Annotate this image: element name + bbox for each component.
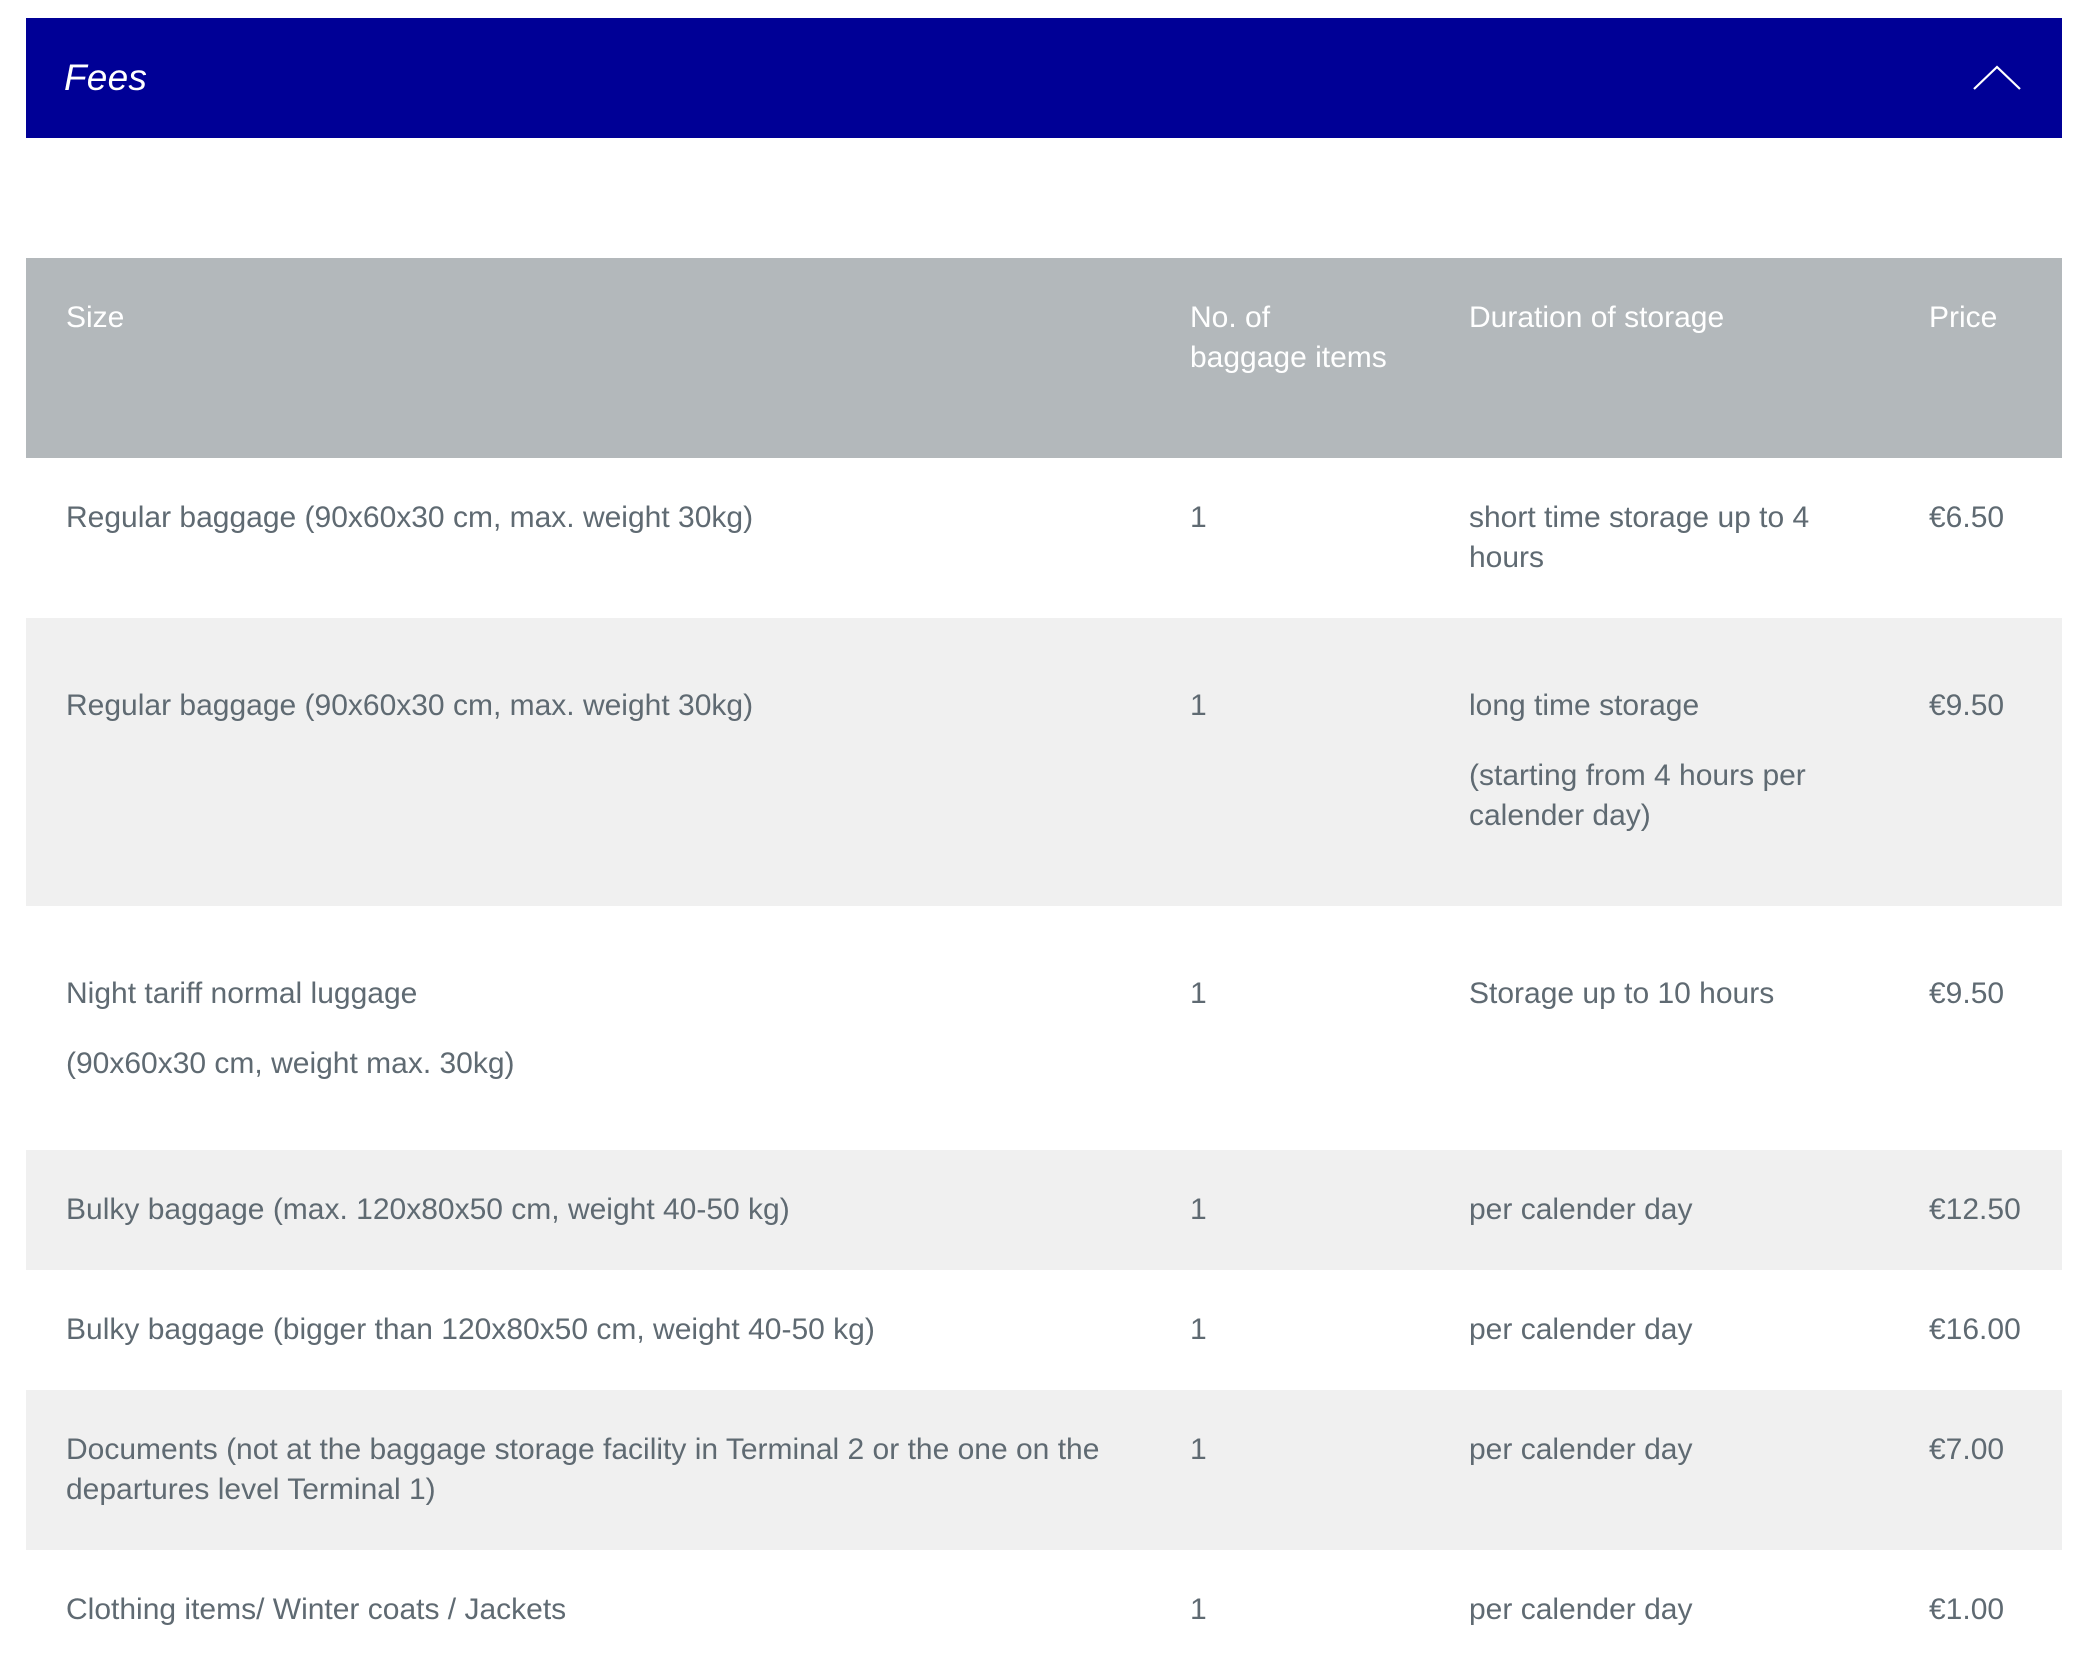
- size-text: Regular baggage (90x60x30 cm, max. weight 30kg): [66, 501, 754, 534]
- cell-price: €9.50: [1929, 977, 2005, 1010]
- cell-size: [26, 458, 1150, 618]
- cell-size: [26, 618, 1150, 906]
- cell-duration: [1429, 1390, 1889, 1550]
- cell-quantity: 1: [1190, 501, 1207, 534]
- table-row: [26, 1150, 2062, 1270]
- column-header-size: Size: [66, 301, 125, 334]
- accordion-title: Fees: [64, 57, 148, 98]
- table-row: [26, 1270, 2062, 1390]
- size-text: Bulky baggage (bigger than 120x80x50 cm, weight 40-50 kg): [66, 1313, 875, 1346]
- duration-text: long time storage: [1469, 689, 1700, 722]
- cell-size: [26, 1150, 1150, 1270]
- fees-table: [26, 258, 2062, 1670]
- section-spacer: [26, 138, 2062, 258]
- table-row: [26, 1550, 2062, 1670]
- table-row: [26, 906, 2062, 1150]
- cell-duration: [1429, 458, 1889, 618]
- size-note: (90x60x30 cm, weight max. 30kg): [66, 1047, 515, 1080]
- cell-duration: [1429, 1270, 1889, 1390]
- duration-text: per calender day: [1469, 1193, 1693, 1226]
- duration-note: (starting from 4 hours per calender day): [1469, 759, 1806, 832]
- cell-price: €6.50: [1929, 501, 2005, 534]
- duration-text: Storage up to 10 hours: [1469, 977, 1775, 1010]
- cell-size: [26, 1270, 1150, 1390]
- size-text: Documents (not at the baggage storage facility in Terminal 2 or the one on the departures level Terminal 1): [66, 1433, 1100, 1506]
- cell-quantity: 1: [1190, 1433, 1207, 1466]
- cell-price: €9.50: [1929, 689, 2005, 722]
- cell-quantity: 1: [1190, 1593, 1207, 1626]
- chevron-up-icon[interactable]: [1972, 64, 2022, 92]
- size-text: Bulky baggage (max. 120x80x50 cm, weight 40-50 kg): [66, 1193, 790, 1226]
- size-text: Clothing items/ Winter coats / Jackets: [66, 1593, 567, 1626]
- table-row: [26, 618, 2062, 906]
- cell-duration: [1429, 1550, 1889, 1670]
- fees-section: [26, 18, 2062, 1670]
- size-text: Night tariff normal luggage: [66, 977, 418, 1010]
- cell-quantity: 1: [1190, 977, 1207, 1010]
- cell-duration: [1429, 906, 1889, 1150]
- cell-size: [26, 1550, 1150, 1670]
- cell-size: [26, 906, 1150, 1150]
- table-header-row: [26, 258, 2062, 458]
- cell-price: €1.00: [1929, 1593, 2005, 1626]
- size-text: Regular baggage (90x60x30 cm, max. weight 30kg): [66, 689, 754, 722]
- cell-quantity: 1: [1190, 689, 1207, 722]
- duration-text: short time storage up to 4 hours: [1469, 501, 1810, 574]
- cell-duration: [1429, 1150, 1889, 1270]
- cell-quantity: 1: [1190, 1193, 1207, 1226]
- table-row: [26, 458, 2062, 618]
- column-header-quantity: No. of baggage items: [1190, 301, 1387, 374]
- cell-price: €12.50: [1929, 1193, 2021, 1226]
- duration-text: per calender day: [1469, 1433, 1693, 1466]
- cell-size: [26, 1390, 1150, 1550]
- cell-price: €16.00: [1929, 1313, 2021, 1346]
- duration-text: per calender day: [1469, 1593, 1693, 1626]
- cell-duration: [1429, 618, 1889, 906]
- cell-quantity: 1: [1190, 1313, 1207, 1346]
- column-header-duration: Duration of storage: [1469, 301, 1725, 334]
- cell-price: €7.00: [1929, 1433, 2005, 1466]
- fees-accordion-header[interactable]: [26, 18, 2062, 138]
- table-row: [26, 1390, 2062, 1550]
- column-header-price: Price: [1929, 301, 1998, 334]
- duration-text: per calender day: [1469, 1313, 1693, 1346]
